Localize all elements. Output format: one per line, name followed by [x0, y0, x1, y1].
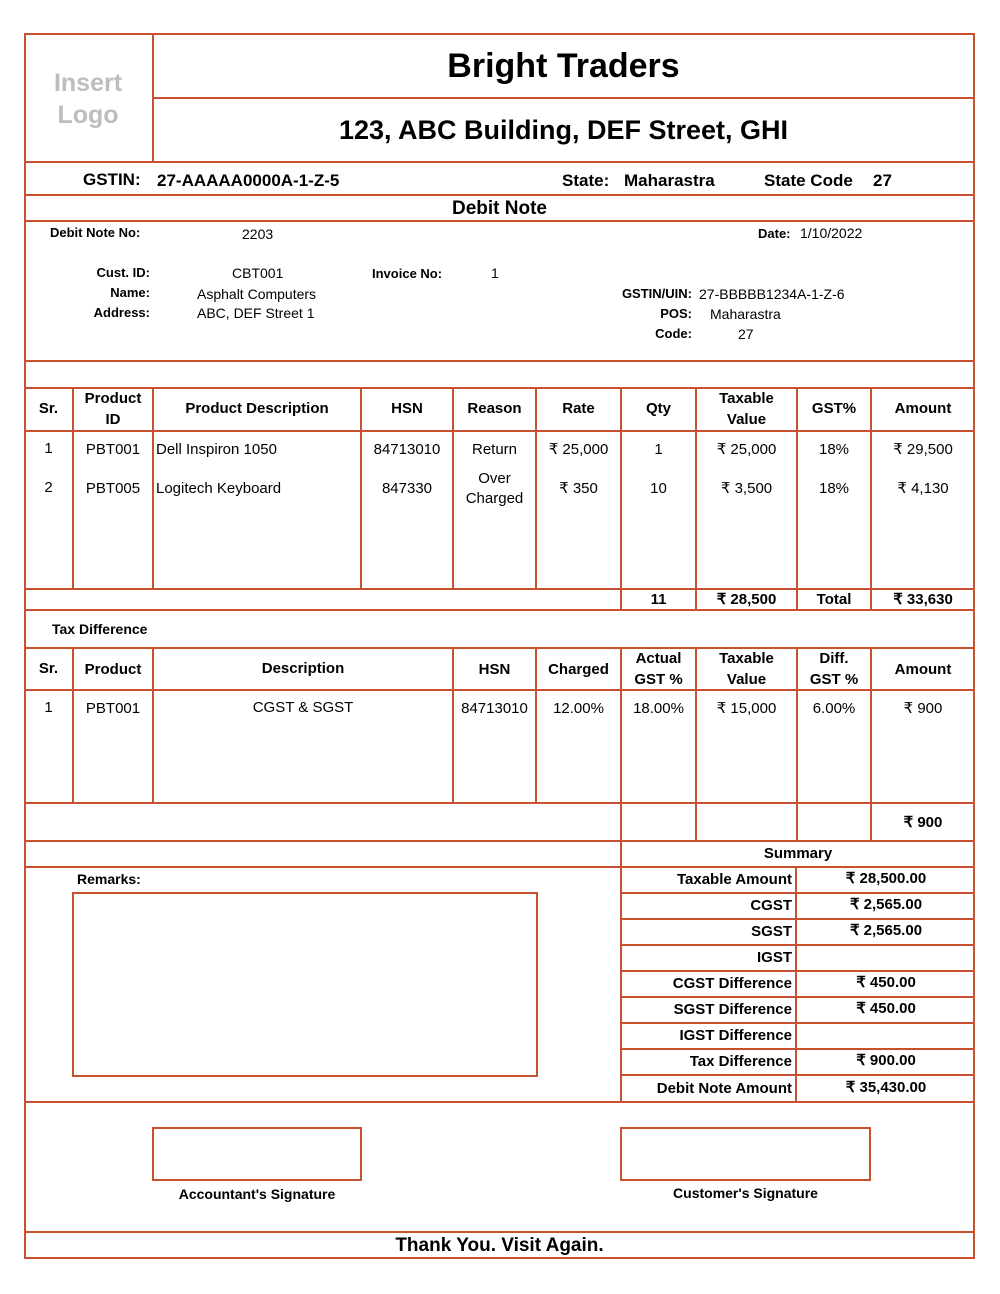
invoice-no-value: 1	[491, 265, 499, 281]
summary-label-igst-difference: IGST Difference	[679, 1027, 792, 1044]
summary-bottom-line	[24, 1101, 975, 1103]
items-total-amount: ₹ 33,630	[893, 591, 953, 608]
tax-hsn: 84713010	[461, 700, 528, 717]
remarks-box[interactable]	[72, 892, 538, 1077]
summary-row-line-7	[620, 1048, 975, 1050]
item-description: Logitech Keyboard	[156, 480, 282, 497]
tax-title-bottom	[24, 647, 975, 649]
tax-difference-title: Tax Difference	[52, 621, 148, 637]
state-code-label: State Code	[764, 171, 853, 190]
tax-charged: 12.00%	[553, 700, 604, 717]
gstin-value: 27-AAAAA0000A-1-Z-5	[157, 171, 340, 190]
summary-label-sgst: SGST	[751, 923, 792, 940]
summary-row-line-2	[620, 918, 975, 920]
debit-note-no-value: 2203	[242, 226, 274, 242]
accountant-signature-label: Accountant's Signature	[178, 1186, 336, 1202]
company-name: Bright Traders	[447, 47, 680, 85]
tax-header-description: Description	[261, 660, 345, 677]
tax-header-actual-1: Actual	[635, 650, 682, 667]
items-header-hsn: HSN	[391, 400, 423, 417]
state-code-value: 27	[873, 171, 892, 190]
footer-top-line	[24, 1231, 975, 1233]
items-header-qty: Qty	[645, 400, 671, 417]
tax-product: PBT001	[85, 700, 141, 717]
tax-header-bottom	[24, 689, 975, 691]
customer-signature-box[interactable]	[620, 1127, 871, 1181]
items-header-bottom	[24, 430, 975, 432]
tax-header-sr: Sr.	[38, 660, 59, 677]
summary-row-line-5	[620, 996, 975, 998]
tax-body-bottom	[24, 802, 975, 804]
summary-title-bottom	[24, 866, 975, 868]
tax-header-diff-1: Diff.	[819, 650, 849, 667]
summary-row-line-6	[620, 1022, 975, 1024]
items-header-amount: Amount	[894, 400, 952, 417]
company-address: 123, ABC Building, DEF Street, GHI	[338, 115, 789, 145]
tax-diff: 6.00%	[812, 700, 856, 717]
item-qty: 10	[650, 480, 667, 497]
name-value: Asphalt Computers	[197, 286, 317, 302]
logo-placeholder-line2: Logo	[57, 101, 119, 129]
item-product-id: PBT005	[85, 480, 141, 497]
code-value: 27	[738, 326, 754, 342]
summary-row-line-8	[620, 1074, 975, 1076]
items-body-bottom	[24, 588, 975, 590]
tax-header-taxable-2: Value	[726, 671, 767, 688]
tax-header-amount: Amount	[894, 661, 952, 678]
summary-value-cgst: ₹ 2,565.00	[849, 896, 923, 913]
items-total-label: Total	[816, 591, 852, 608]
item-amount: ₹ 4,130	[897, 480, 949, 497]
summary-value-taxable-amount: ₹ 28,500.00	[845, 870, 927, 887]
summary-value-cgst-difference: ₹ 450.00	[856, 974, 916, 991]
tax-header-actual-2: GST %	[634, 671, 683, 688]
address-label: Address:	[93, 305, 150, 320]
summary-row-line-1	[620, 892, 975, 894]
tax-header-charged: Charged	[548, 661, 609, 678]
customer-gstin-label: GSTIN/UIN:	[621, 286, 692, 301]
debit-note-no-label: Debit Note No:	[50, 225, 141, 240]
item-reason: Return	[471, 441, 518, 458]
summary-value-tax-difference: ₹ 900.00	[856, 1052, 916, 1069]
summary-title: Summary	[763, 845, 833, 862]
customer-signature-label: Customer's Signature	[673, 1185, 818, 1201]
item-product-id: PBT001	[85, 441, 141, 458]
invoice-no-label: Invoice No:	[372, 266, 443, 281]
item-hsn: 84713010	[373, 441, 441, 458]
cust-id-value: CBT001	[232, 265, 284, 281]
header-bottom-line	[24, 161, 975, 163]
state-label: State:	[562, 171, 610, 190]
items-header-sr: Sr.	[38, 400, 59, 417]
gstin-row-bottom	[24, 194, 975, 196]
summary-value-debit-note-amount: ₹ 35,430.00	[845, 1079, 927, 1096]
code-label: Code:	[655, 326, 692, 341]
item-reason-line1: Over	[478, 470, 511, 487]
item-taxable: ₹ 25,000	[716, 441, 777, 458]
summary-label-tax-difference: Tax Difference	[689, 1053, 792, 1070]
spacer-row-bottom	[24, 387, 975, 389]
debit-note-document	[24, 33, 975, 1259]
item-sr: 2	[44, 479, 53, 496]
items-col-sep-9	[870, 387, 872, 610]
summary-label-sgst-difference: SGST Difference	[673, 1001, 792, 1018]
summary-value-sgst-difference: ₹ 450.00	[856, 1000, 916, 1017]
summary-row-line-4	[620, 970, 975, 972]
tax-header-diff-2: GST %	[809, 671, 859, 688]
tax-total-bottom	[24, 840, 975, 842]
items-total-taxable: ₹ 28,500	[716, 591, 777, 608]
footer-message: Thank You. Visit Again.	[395, 1235, 604, 1256]
items-header-rate: Rate	[562, 400, 595, 417]
tax-header-hsn: HSN	[478, 661, 511, 678]
item-amount: ₹ 29,500	[893, 441, 953, 458]
header-divider	[152, 97, 975, 99]
date-value: 1/10/2022	[800, 225, 863, 241]
tax-taxable: ₹ 15,000	[716, 700, 777, 717]
items-total-qty: 11	[650, 591, 667, 608]
summary-value-sgst: ₹ 2,565.00	[849, 922, 923, 939]
item-reason-line2: Charged	[465, 490, 524, 507]
accountant-signature-box[interactable]	[152, 1127, 362, 1181]
item-gst: 18%	[818, 441, 850, 458]
item-qty: 1	[654, 441, 663, 458]
items-header-taxable-2: Value	[726, 411, 767, 428]
items-header-product-id-2: ID	[105, 411, 121, 428]
gstin-label: GSTIN:	[83, 170, 141, 189]
tax-sr: 1	[44, 699, 53, 716]
tax-description: CGST & SGST	[252, 699, 354, 716]
date-label: Date:	[758, 226, 791, 241]
cust-id-label: Cust. ID:	[96, 265, 150, 280]
pos-label: POS:	[660, 306, 692, 321]
item-taxable: ₹ 3,500	[720, 480, 773, 497]
items-col-sep-6	[620, 387, 622, 610]
document-title: Debit Note	[452, 198, 547, 219]
pos-value: Maharastra	[710, 306, 781, 322]
item-rate: ₹ 350	[559, 480, 598, 497]
title-row-bottom	[24, 220, 975, 222]
items-header-gst: GST%	[811, 400, 857, 417]
items-header-taxable-1: Taxable	[719, 390, 774, 407]
summary-label-igst: IGST	[756, 949, 792, 966]
items-total-bottom	[24, 609, 975, 611]
summary-label-debit-note-amount: Debit Note Amount	[656, 1080, 792, 1097]
item-rate: ₹ 25,000	[548, 441, 609, 458]
tax-header-product: Product	[84, 661, 142, 678]
item-sr: 1	[44, 440, 53, 457]
logo-placeholder-line1: Insert	[53, 69, 123, 97]
remarks-label: Remarks:	[77, 871, 141, 887]
customer-gstin-value: 27-BBBBB1234A-1-Z-6	[699, 286, 845, 302]
items-header-description: Product Description	[185, 400, 329, 417]
item-description: Dell Inspiron 1050	[156, 441, 277, 458]
state-value: Maharastra	[624, 171, 715, 190]
summary-label-taxable-amount: Taxable Amount	[676, 871, 792, 888]
tax-amount: ₹ 900	[903, 700, 943, 717]
tax-header-taxable-1: Taxable	[719, 650, 774, 667]
customer-block-bottom	[24, 360, 975, 362]
address-value: ABC, DEF Street 1	[197, 305, 315, 321]
items-header-reason: Reason	[467, 400, 522, 417]
item-gst: 18%	[818, 480, 850, 497]
name-label: Name:	[110, 285, 150, 300]
summary-label-cgst-difference: CGST Difference	[672, 975, 792, 992]
summary-row-line-3	[620, 944, 975, 946]
tax-actual: 18.00%	[633, 700, 684, 717]
item-hsn: 847330	[381, 480, 433, 497]
summary-label-cgst: CGST	[750, 897, 792, 914]
tax-total-amount: ₹ 900	[903, 814, 943, 831]
items-header-product-id-1: Product	[84, 390, 142, 407]
